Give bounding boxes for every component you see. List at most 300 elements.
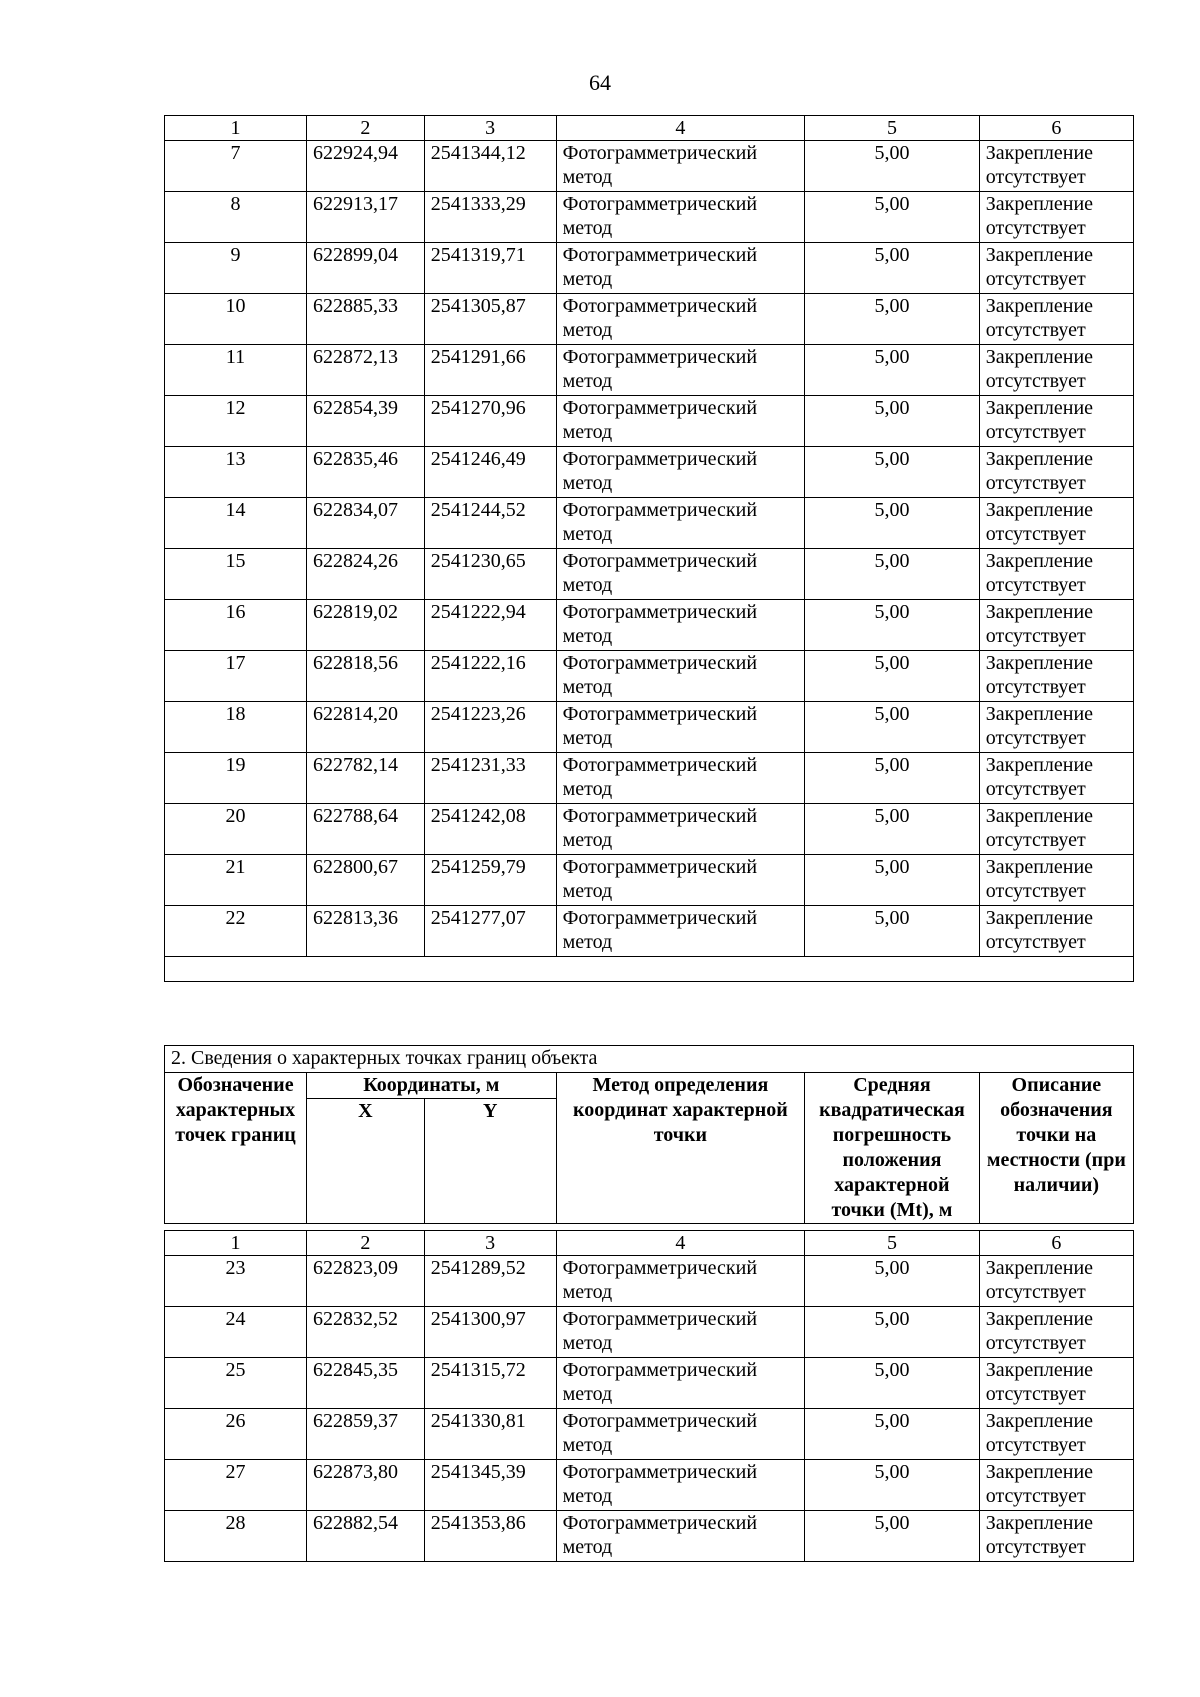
method-text: метод xyxy=(562,1383,613,1405)
point-id-text: 17 xyxy=(225,652,246,674)
column-number: 4 xyxy=(556,1231,805,1256)
header-method: Метод определения координат характерной точки xyxy=(556,1073,805,1224)
coord-x-cell xyxy=(307,906,425,957)
point-id-text: 15 xyxy=(225,550,246,572)
point-description-cell xyxy=(979,1511,1133,1562)
accuracy-text: 5,00 xyxy=(874,856,910,878)
accuracy-text: 5,00 xyxy=(874,1512,910,1534)
method-text: метод xyxy=(562,370,613,392)
coord-y-text: 2541277,07 xyxy=(430,907,526,929)
accuracy-text: 5,00 xyxy=(874,346,910,368)
method-text: Фотограмметрический xyxy=(562,805,758,827)
method-cell xyxy=(556,600,805,651)
method-text: Фотограмметрический xyxy=(562,907,758,929)
coord-y-text: 2541291,66 xyxy=(430,346,526,368)
point-description-text: Закрепление xyxy=(985,856,1094,878)
coord-x-text: 622814,20 xyxy=(313,703,399,725)
coord-x-cell xyxy=(307,1307,425,1358)
coord-y-text: 2541319,71 xyxy=(430,244,526,266)
coord-x-text: 622824,26 xyxy=(313,550,399,572)
method-text: Фотограмметрический xyxy=(562,1359,758,1381)
accuracy-cell xyxy=(805,1307,980,1358)
point-description-cell xyxy=(979,651,1133,702)
coord-y-cell xyxy=(424,1409,556,1460)
accuracy-cell xyxy=(805,498,980,549)
accuracy-cell xyxy=(805,192,980,243)
table-row xyxy=(165,1307,1134,1358)
coord-y-cell xyxy=(424,1460,556,1511)
point-id-cell xyxy=(165,906,307,957)
coord-y-cell xyxy=(424,447,556,498)
coord-y-cell xyxy=(424,651,556,702)
point-description-text: Закрепление xyxy=(985,1410,1094,1432)
method-text: Фотограмметрический xyxy=(562,754,758,776)
accuracy-text: 5,00 xyxy=(874,652,910,674)
coord-x-cell xyxy=(307,396,425,447)
coord-y-text: 2541333,29 xyxy=(430,193,526,215)
point-description-cell xyxy=(979,345,1133,396)
point-id-cell xyxy=(165,192,307,243)
accuracy-text: 5,00 xyxy=(874,193,910,215)
table-row xyxy=(165,702,1134,753)
empty-row xyxy=(165,957,1134,982)
method-text: Фотограмметрический xyxy=(562,1410,758,1432)
accuracy-cell xyxy=(805,651,980,702)
method-cell xyxy=(556,753,805,804)
point-description-text: Закрепление xyxy=(985,346,1094,368)
point-id-cell xyxy=(165,243,307,294)
point-description-text: отсутствует xyxy=(985,829,1086,851)
accuracy-cell xyxy=(805,906,980,957)
point-description-text: отсутствует xyxy=(985,931,1086,953)
table-row xyxy=(165,1511,1134,1562)
table-row xyxy=(165,804,1134,855)
point-id-cell xyxy=(165,600,307,651)
point-id-text: 7 xyxy=(230,142,241,164)
point-description-text: Закрепление xyxy=(985,703,1094,725)
empty-cell xyxy=(165,957,1134,982)
coord-y-cell xyxy=(424,906,556,957)
boundary-points-table-continued xyxy=(164,115,1134,982)
point-description-text: отсутствует xyxy=(985,778,1086,800)
column-number: 3 xyxy=(424,116,556,141)
point-description-text: отсутствует xyxy=(985,1434,1086,1456)
method-cell xyxy=(556,1358,805,1409)
accuracy-cell xyxy=(805,1409,980,1460)
coord-y-cell xyxy=(424,396,556,447)
header-coordinates: Координаты, м xyxy=(307,1073,557,1099)
method-text: метод xyxy=(562,676,613,698)
table-row xyxy=(165,396,1134,447)
method-text: метод xyxy=(562,574,613,596)
coord-x-text: 622859,37 xyxy=(313,1410,399,1432)
column-number: 2 xyxy=(307,116,425,141)
point-id-cell xyxy=(165,549,307,600)
point-description-cell xyxy=(979,396,1133,447)
method-cell xyxy=(556,1409,805,1460)
accuracy-text: 5,00 xyxy=(874,448,910,470)
point-id-text: 18 xyxy=(225,703,246,725)
accuracy-cell xyxy=(805,294,980,345)
coord-x-text: 622885,33 xyxy=(313,295,399,317)
point-id-cell xyxy=(165,447,307,498)
point-id-text: 11 xyxy=(225,346,246,368)
header-accuracy: Средняя квадратическая погрешность положения характерной точки (Mt), м xyxy=(805,1073,980,1224)
column-number-row xyxy=(165,1231,1134,1256)
point-id-text: 13 xyxy=(225,448,246,470)
point-description-text: Закрепление xyxy=(985,295,1094,317)
method-text: Фотограмметрический xyxy=(562,1308,758,1330)
point-description-text: Закрепление xyxy=(985,805,1094,827)
coord-y-text: 2541300,97 xyxy=(430,1308,526,1330)
point-description-text: Закрепление xyxy=(985,397,1094,419)
coord-x-text: 622835,46 xyxy=(313,448,399,470)
coord-y-cell xyxy=(424,600,556,651)
point-id-cell xyxy=(165,396,307,447)
method-text: метод xyxy=(562,778,613,800)
point-description-cell xyxy=(979,294,1133,345)
table-row xyxy=(165,1358,1134,1409)
coord-x-cell xyxy=(307,141,425,192)
coord-x-cell xyxy=(307,702,425,753)
point-description-text: отсутствует xyxy=(985,1485,1086,1507)
page-number: 64 xyxy=(589,70,611,95)
method-cell xyxy=(556,294,805,345)
coord-x-text: 622832,52 xyxy=(313,1308,399,1330)
coord-x-text: 622782,14 xyxy=(313,754,399,776)
accuracy-cell xyxy=(805,549,980,600)
point-description-text: отсутствует xyxy=(985,1383,1086,1405)
column-number: 6 xyxy=(979,116,1133,141)
accuracy-cell xyxy=(805,447,980,498)
coord-x-cell xyxy=(307,1460,425,1511)
point-description-text: Закрепление xyxy=(985,193,1094,215)
coord-y-text: 2541305,87 xyxy=(430,295,526,317)
accuracy-cell xyxy=(805,753,980,804)
point-description-text: Закрепление xyxy=(985,1308,1094,1330)
table-row xyxy=(165,549,1134,600)
point-description-text: Закрепление xyxy=(985,1257,1094,1279)
point-id-cell xyxy=(165,498,307,549)
column-number: 4 xyxy=(556,116,805,141)
point-id-text: 25 xyxy=(225,1359,246,1381)
method-cell xyxy=(556,396,805,447)
point-description-text: отсутствует xyxy=(985,1281,1086,1303)
table-row xyxy=(165,1460,1134,1511)
table-row xyxy=(165,498,1134,549)
point-id-cell xyxy=(165,1460,307,1511)
coord-y-cell xyxy=(424,141,556,192)
column-number: 2 xyxy=(307,1231,425,1256)
point-description-text: отсутствует xyxy=(985,421,1086,443)
point-id-cell xyxy=(165,294,307,345)
point-id-text: 28 xyxy=(225,1512,246,1534)
coord-y-text: 2541289,52 xyxy=(430,1257,526,1279)
accuracy-cell xyxy=(805,804,980,855)
point-id-cell xyxy=(165,1358,307,1409)
point-description-cell xyxy=(979,498,1133,549)
point-description-text: Закрепление xyxy=(985,907,1094,929)
coord-y-cell xyxy=(424,294,556,345)
method-text: Фотограмметрический xyxy=(562,652,758,674)
method-text: метод xyxy=(562,1434,613,1456)
header-description: Описание обозначения точки на местности (при наличии) xyxy=(979,1073,1133,1224)
coord-x-text: 622813,36 xyxy=(313,907,399,929)
coord-y-text: 2541230,65 xyxy=(430,550,526,572)
method-cell xyxy=(556,702,805,753)
point-id-text: 14 xyxy=(225,499,246,521)
method-text: Фотограмметрический xyxy=(562,142,758,164)
coord-x-cell xyxy=(307,243,425,294)
method-cell xyxy=(556,549,805,600)
coord-y-cell xyxy=(424,192,556,243)
point-description-cell xyxy=(979,600,1133,651)
point-description-cell xyxy=(979,1460,1133,1511)
method-cell xyxy=(556,1256,805,1307)
method-text: Фотограмметрический xyxy=(562,1257,758,1279)
coord-y-cell xyxy=(424,345,556,396)
coord-x-text: 622924,94 xyxy=(313,142,399,164)
point-description-text: Закрепление xyxy=(985,448,1094,470)
point-description-text: отсутствует xyxy=(985,370,1086,392)
method-cell xyxy=(556,804,805,855)
point-description-text: Закрепление xyxy=(985,652,1094,674)
point-description-text: Закрепление xyxy=(985,1512,1094,1534)
coord-y-cell xyxy=(424,804,556,855)
column-number: 1 xyxy=(165,1231,307,1256)
point-description-cell xyxy=(979,1256,1133,1307)
accuracy-text: 5,00 xyxy=(874,550,910,572)
column-number: 6 xyxy=(979,1231,1133,1256)
accuracy-cell xyxy=(805,600,980,651)
coord-y-text: 2541259,79 xyxy=(430,856,526,878)
point-description-text: отсутствует xyxy=(985,727,1086,749)
point-description-text: Закрепление xyxy=(985,754,1094,776)
point-description-text: отсутствует xyxy=(985,319,1086,341)
accuracy-text: 5,00 xyxy=(874,142,910,164)
coord-x-text: 622788,64 xyxy=(313,805,399,827)
column-number: 5 xyxy=(805,1231,980,1256)
point-id-cell xyxy=(165,804,307,855)
point-id-text: 12 xyxy=(225,397,246,419)
accuracy-text: 5,00 xyxy=(874,397,910,419)
boundary-points-table xyxy=(164,1230,1134,1562)
accuracy-text: 5,00 xyxy=(874,244,910,266)
point-id-cell xyxy=(165,1307,307,1358)
point-description-cell xyxy=(979,1409,1133,1460)
point-description-text: Закрепление xyxy=(985,244,1094,266)
point-description-cell xyxy=(979,447,1133,498)
coord-x-cell xyxy=(307,192,425,243)
method-text: метод xyxy=(562,421,613,443)
coord-y-text: 2541353,86 xyxy=(430,1512,526,1534)
method-text: метод xyxy=(562,1485,613,1507)
column-number: 1 xyxy=(165,116,307,141)
table-row xyxy=(165,141,1134,192)
point-id-text: 27 xyxy=(225,1461,246,1483)
method-text: метод xyxy=(562,880,613,902)
coord-x-text: 622899,04 xyxy=(313,244,399,266)
accuracy-text: 5,00 xyxy=(874,1308,910,1330)
method-text: Фотограмметрический xyxy=(562,244,758,266)
point-id-text: 22 xyxy=(225,907,246,929)
point-id-text: 8 xyxy=(230,193,241,215)
section-2-header-table xyxy=(164,1045,1134,1224)
accuracy-cell xyxy=(805,243,980,294)
accuracy-cell xyxy=(805,1358,980,1409)
method-cell xyxy=(556,447,805,498)
point-description-text: отсутствует xyxy=(985,166,1086,188)
point-description-text: отсутствует xyxy=(985,625,1086,647)
table-row xyxy=(165,243,1134,294)
header-y: Y xyxy=(424,1099,556,1224)
point-id-text: 19 xyxy=(225,754,246,776)
point-id-text: 26 xyxy=(225,1410,246,1432)
accuracy-text: 5,00 xyxy=(874,1410,910,1432)
accuracy-cell xyxy=(805,345,980,396)
coord-x-cell xyxy=(307,1358,425,1409)
coord-y-text: 2541246,49 xyxy=(430,448,526,470)
point-description-cell xyxy=(979,753,1133,804)
point-description-text: Закрепление xyxy=(985,1359,1094,1381)
table-row xyxy=(165,1409,1134,1460)
coord-x-cell xyxy=(307,1511,425,1562)
accuracy-cell xyxy=(805,1511,980,1562)
coord-y-cell xyxy=(424,1307,556,1358)
method-cell xyxy=(556,1460,805,1511)
method-cell xyxy=(556,906,805,957)
point-description-text: отсутствует xyxy=(985,1536,1086,1558)
method-text: Фотограмметрический xyxy=(562,193,758,215)
point-id-cell xyxy=(165,1409,307,1460)
coord-x-cell xyxy=(307,294,425,345)
method-text: Фотограмметрический xyxy=(562,703,758,725)
coord-y-cell xyxy=(424,1256,556,1307)
accuracy-cell xyxy=(805,1460,980,1511)
table-row xyxy=(165,855,1134,906)
method-cell xyxy=(556,1307,805,1358)
coord-y-cell xyxy=(424,702,556,753)
method-text: Фотограмметрический xyxy=(562,601,758,623)
coord-y-text: 2541244,52 xyxy=(430,499,526,521)
point-description-cell xyxy=(979,192,1133,243)
point-description-cell xyxy=(979,906,1133,957)
table-row xyxy=(165,600,1134,651)
coord-y-text: 2541345,39 xyxy=(430,1461,526,1483)
coord-x-cell xyxy=(307,600,425,651)
method-text: метод xyxy=(562,472,613,494)
method-text: Фотограмметрический xyxy=(562,397,758,419)
method-text: Фотограмметрический xyxy=(562,448,758,470)
point-id-text: 21 xyxy=(225,856,246,878)
point-id-cell xyxy=(165,855,307,906)
method-text: метод xyxy=(562,727,613,749)
coord-y-text: 2541330,81 xyxy=(430,1410,526,1432)
method-text: метод xyxy=(562,1536,613,1558)
table-row xyxy=(165,1256,1134,1307)
coord-y-text: 2541223,26 xyxy=(430,703,526,725)
point-id-cell xyxy=(165,141,307,192)
coord-y-cell xyxy=(424,855,556,906)
table-row xyxy=(165,753,1134,804)
method-text: Фотограмметрический xyxy=(562,1512,758,1534)
method-text: метод xyxy=(562,1332,613,1354)
column-number-row xyxy=(165,116,1134,141)
method-text: Фотограмметрический xyxy=(562,499,758,521)
point-id-text: 16 xyxy=(225,601,246,623)
coord-x-text: 622845,35 xyxy=(313,1359,399,1381)
point-id-cell xyxy=(165,1511,307,1562)
point-id-cell xyxy=(165,753,307,804)
point-description-text: Закрепление xyxy=(985,601,1094,623)
point-description-text: отсутствует xyxy=(985,523,1086,545)
coord-x-cell xyxy=(307,1409,425,1460)
accuracy-text: 5,00 xyxy=(874,601,910,623)
table-row xyxy=(165,651,1134,702)
method-text: метод xyxy=(562,1281,613,1303)
accuracy-cell xyxy=(805,855,980,906)
coord-y-text: 2541242,08 xyxy=(430,805,526,827)
accuracy-text: 5,00 xyxy=(874,754,910,776)
point-id-text: 20 xyxy=(225,805,246,827)
point-description-cell xyxy=(979,141,1133,192)
header-x: X xyxy=(307,1099,425,1224)
accuracy-cell xyxy=(805,141,980,192)
coord-y-text: 2541270,96 xyxy=(430,397,526,419)
coord-y-cell xyxy=(424,498,556,549)
coord-x-text: 622834,07 xyxy=(313,499,399,521)
point-id-text: 23 xyxy=(225,1257,246,1279)
method-cell xyxy=(556,141,805,192)
method-cell xyxy=(556,651,805,702)
coord-y-cell xyxy=(424,549,556,600)
point-description-text: отсутствует xyxy=(985,268,1086,290)
accuracy-text: 5,00 xyxy=(874,1461,910,1483)
method-text: Фотограмметрический xyxy=(562,856,758,878)
coord-x-cell xyxy=(307,1256,425,1307)
method-text: метод xyxy=(562,523,613,545)
coord-x-cell xyxy=(307,753,425,804)
method-text: Фотограмметрический xyxy=(562,1461,758,1483)
column-number: 3 xyxy=(424,1231,556,1256)
coord-x-cell xyxy=(307,651,425,702)
point-description-text: Закрепление xyxy=(985,1461,1094,1483)
point-description-text: Закрепление xyxy=(985,142,1094,164)
coord-x-text: 622819,02 xyxy=(313,601,399,623)
point-description-cell xyxy=(979,855,1133,906)
accuracy-text: 5,00 xyxy=(874,499,910,521)
coord-x-text: 622873,80 xyxy=(313,1461,399,1483)
coord-y-text: 2541231,33 xyxy=(430,754,526,776)
coord-x-text: 622823,09 xyxy=(313,1257,399,1279)
coord-y-text: 2541315,72 xyxy=(430,1359,526,1381)
column-number: 5 xyxy=(805,116,980,141)
point-id-cell xyxy=(165,345,307,396)
point-description-text: отсутствует xyxy=(985,217,1086,239)
point-description-cell xyxy=(979,702,1133,753)
coord-x-text: 622882,54 xyxy=(313,1512,399,1534)
point-id-text: 24 xyxy=(225,1308,246,1330)
coord-x-cell xyxy=(307,447,425,498)
coord-x-text: 622854,39 xyxy=(313,397,399,419)
coord-y-cell xyxy=(424,1511,556,1562)
table-row xyxy=(165,192,1134,243)
coord-y-text: 2541222,94 xyxy=(430,601,526,623)
point-id-cell xyxy=(165,651,307,702)
accuracy-text: 5,00 xyxy=(874,295,910,317)
accuracy-text: 5,00 xyxy=(874,805,910,827)
method-text: Фотограмметрический xyxy=(562,295,758,317)
